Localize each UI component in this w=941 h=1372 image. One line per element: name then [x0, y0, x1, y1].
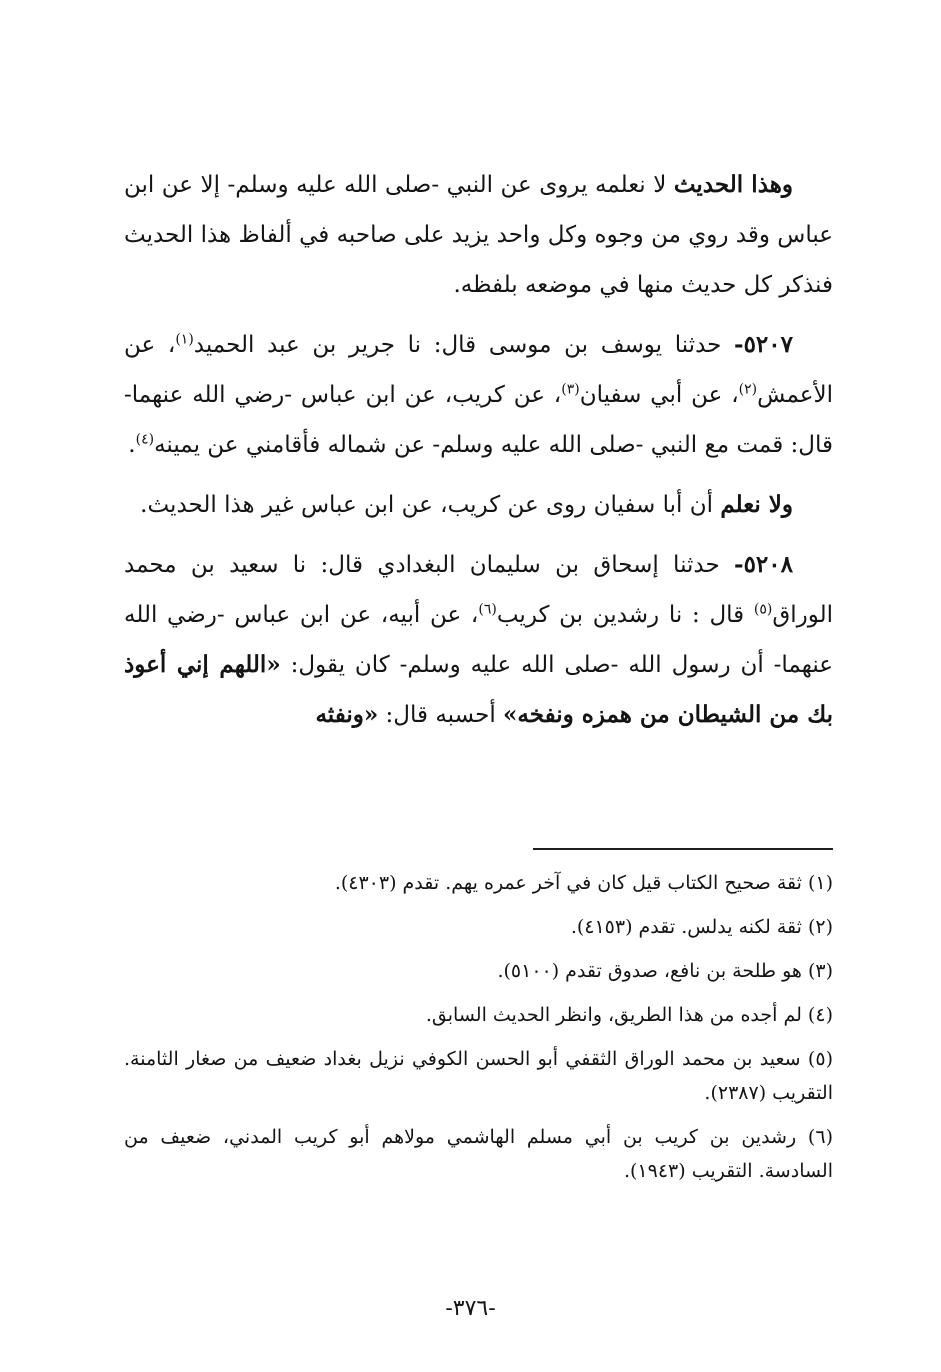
footnote-ref-2[interactable]: (٢)	[738, 381, 758, 398]
footnote-6: (٦) رشدين بن كريب بن أبي مسلم الهاشمي مولاهم أبو كريب المدني، ضعيف من السادسة. التقريب (١٩٤٣).	[124, 1126, 833, 1182]
paragraph-text: أن أبا سفيان روى عن كريب، عن ابن عباس غير هذا الحديث.	[140, 492, 721, 518]
footnote-ref-3[interactable]: (٣)	[561, 381, 580, 398]
footnote-4: (٤) لم أجده من هذا الطريق، وانظر الحديث السابق.	[425, 1004, 833, 1026]
footnote-divider	[533, 848, 833, 850]
footnote-3: (٣) هو طلحة بن نافع، صدوق تقدم (٥١٠٠).	[497, 960, 833, 982]
lead-phrase: وهذا الحديث	[673, 171, 794, 198]
hadith-text: حدثنا يوسف بن موسى قال: نا جرير بن عبد الحميد	[193, 332, 735, 358]
hadith-text: أحسبه قال:	[378, 702, 504, 728]
prophetic-quote: «اللهم إني أعوذ بك من الشيطان من همزه ونفخه»	[124, 651, 833, 728]
hadith-text: حدثنا إسحاق بن سليمان البغدادي قال: نا سعيد بن محمد الوراق	[124, 552, 833, 628]
hadith-number: ٥٢٠٨-	[734, 551, 793, 578]
paragraph-narrator-note	[124, 480, 833, 530]
hadith-5207	[124, 320, 833, 470]
hadith-text: ، عن الأعمش	[124, 332, 833, 408]
footnote-ref-1[interactable]: (١)	[175, 331, 194, 348]
lead-phrase: ولا نعلم	[720, 491, 793, 518]
prophetic-quote-continued: «ونفثه	[315, 701, 379, 728]
footnote-1: (١) ثقة صحيح الكتاب قيل كان في آخر عمره يهم. تقدم (٤٣٠٣).	[334, 872, 833, 894]
hadith-text: قال : نا رشدين بن كريب	[496, 602, 754, 628]
footnote-ref-6[interactable]: (٦)	[478, 601, 497, 618]
hadith-text: ، عن كريب، عن ابن عباس -رضي الله عنهما- قال: قمت مع النبي -صلى الله عليه وسلم- عن شماله فأقامني عن يمينه	[124, 382, 833, 458]
paragraph-text: لا نعلمه يروى عن النبي -صلى الله عليه وسلم- إلا عن ابن عباس وقد روي من وجوه وكل واحد يزيد على صاحبه في ألفاظ هذا الحديث فنذكر كل حديث منها في موضعه بلفظه.	[123, 172, 833, 298]
hadith-text: ، عن أبيه، عن ابن عباس -رضي الله عنهما- أن رسول الله -صلى الله عليه وسلم- كان يقول:	[124, 602, 833, 678]
hadith-number: ٥٢٠٧-	[734, 331, 793, 358]
footnotes-section	[124, 866, 833, 1198]
hadith-text: ، عن أبي سفيان	[579, 382, 739, 408]
hadith-text: .	[128, 432, 136, 458]
footnote-5: (٥) سعيد بن محمد الوراق الثقفي أبو الحسن الكوفي نزيل بغداد ضعيف من صغار الثامنة. التقريب (٢٣٨٧).	[124, 1048, 833, 1104]
footnote-ref-4[interactable]: (٤)	[135, 431, 155, 448]
page-number: -٣٧٦-	[445, 1296, 496, 1321]
hadith-5208	[124, 540, 833, 740]
footnote-ref-5[interactable]: (٥)	[753, 601, 773, 618]
footnote-2: (٢) ثقة لكنه يدلس. تقدم (٤١٥٣).	[570, 916, 833, 938]
paragraph-hadith-note	[124, 160, 833, 310]
